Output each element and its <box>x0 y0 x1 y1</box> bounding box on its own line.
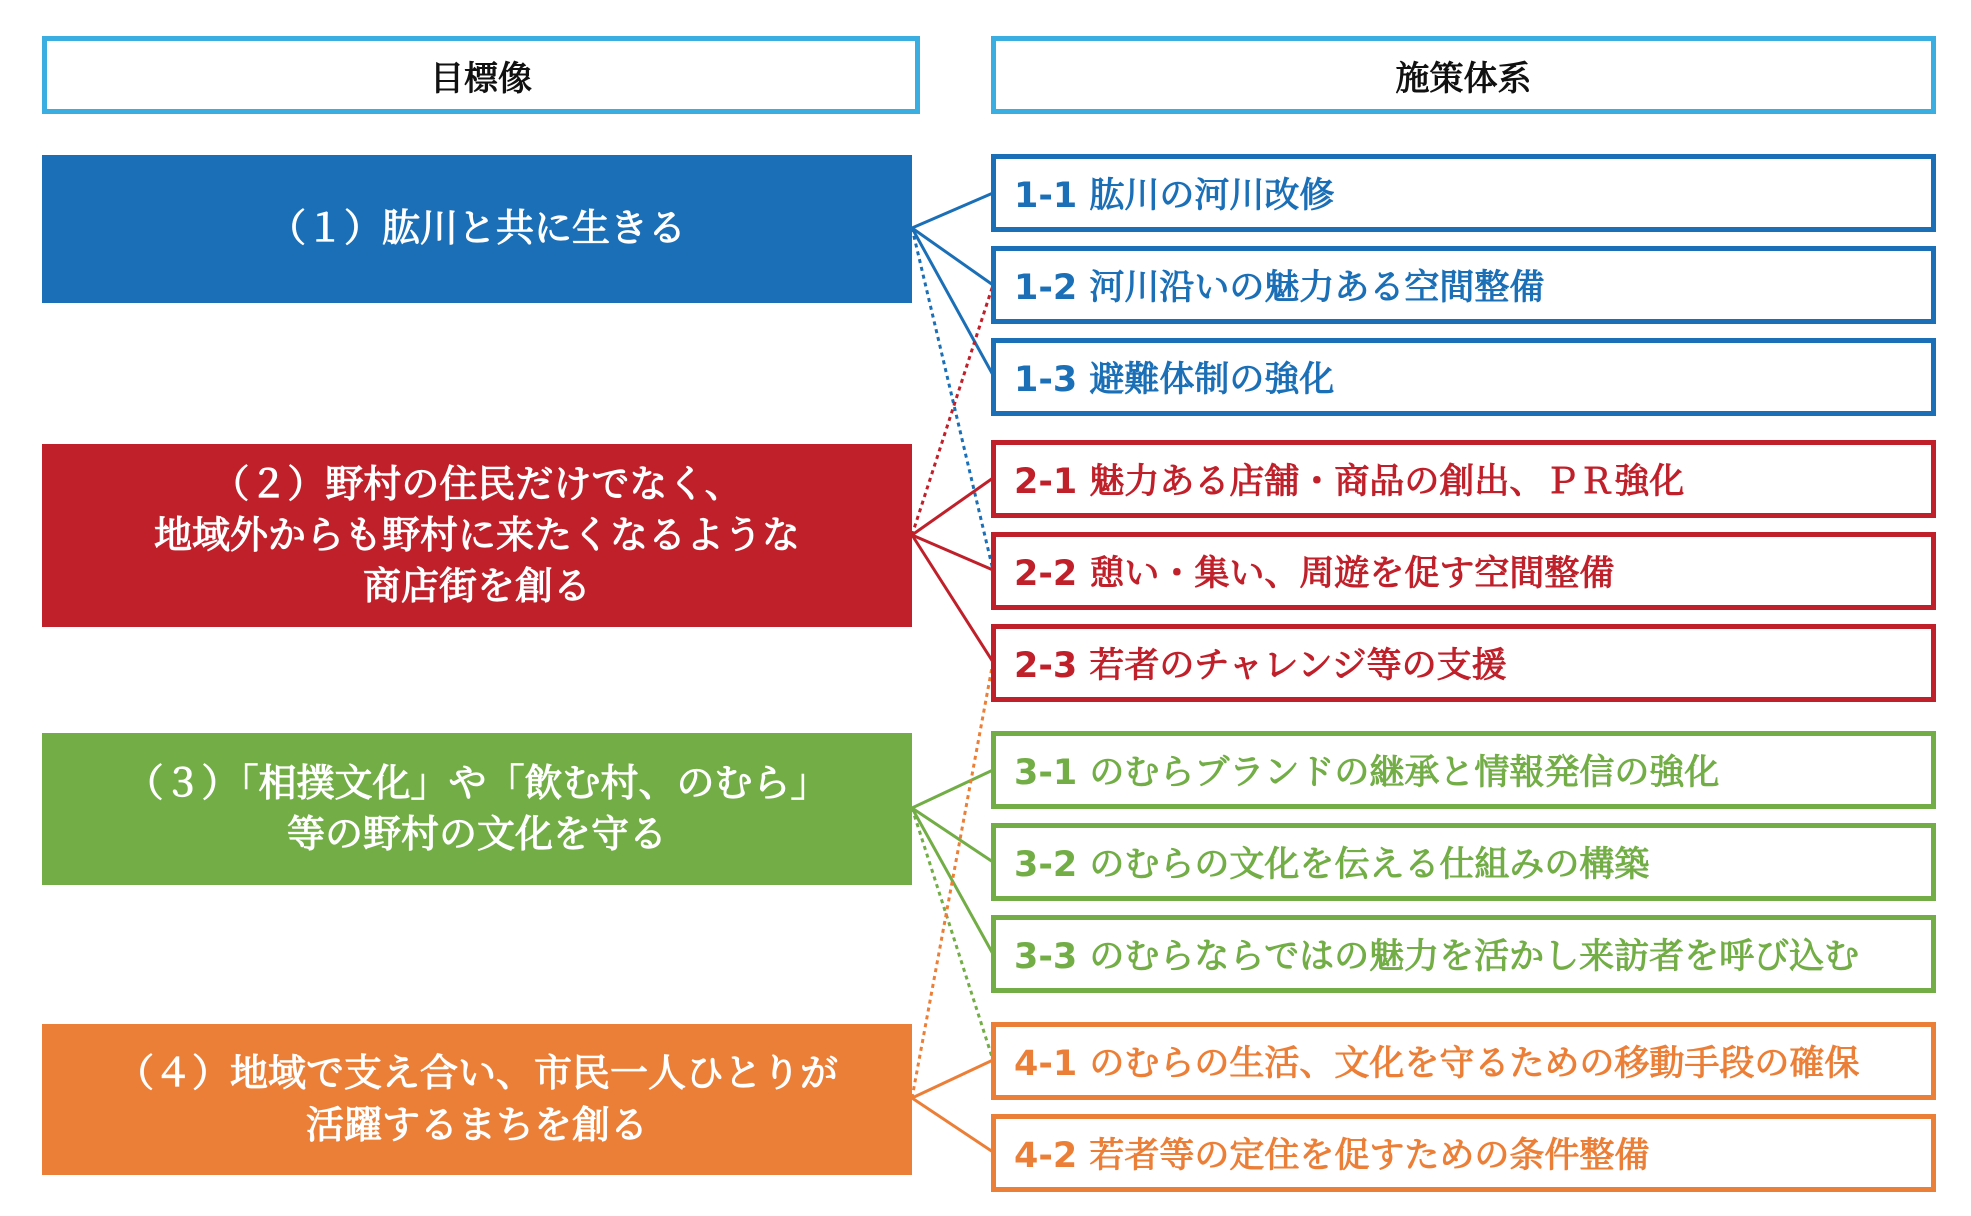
link-2-to-1-2 <box>912 285 993 535</box>
link-3-to-3-1 <box>912 770 993 808</box>
goals-header: 目標像 <box>42 36 920 114</box>
goal-2-box <box>42 444 912 627</box>
link-1-to-2-2 <box>912 228 993 570</box>
measure-2-2: 2-2 憩い・集い、周遊を促す空間整備 <box>991 532 1936 610</box>
goal-1-line-1: （１）肱川と共に生きる <box>267 206 686 251</box>
goal-2-line-2: 地域外からも野村に来たくなるような <box>153 512 800 557</box>
measure-2-3: 2-3 若者のチャレンジ等の支援 <box>991 624 1936 702</box>
goal-4-line-2: 活躍するまちを創る <box>305 1102 648 1147</box>
measure-4-1: 4-1 のむらの生活、文化を守るための移動手段の確保 <box>991 1022 1936 1100</box>
measure-3-1: 3-1 のむらブランドの継承と情報発信の強化 <box>991 731 1936 809</box>
measure-4-2: 4-2 若者等の定住を促すための条件整備 <box>991 1114 1936 1192</box>
link-4-to-4-2 <box>912 1098 993 1152</box>
goal-2-line-1: （２）野村の住民だけでなく、 <box>211 461 743 506</box>
goal-3-box <box>42 733 912 885</box>
measure-1-1: 1-1 肱川の河川改修 <box>991 154 1936 232</box>
link-3-to-3-2 <box>912 808 993 862</box>
measure-2-1: 2-1 魅力ある店舗・商品の創出、ＰＲ強化 <box>991 440 1936 518</box>
link-1-to-1-1 <box>912 193 993 228</box>
goal-3-line-1: （３）「相撲文化」や「飲む村、のむら」 <box>125 760 829 805</box>
link-4-to-4-1 <box>912 1060 993 1098</box>
goal-1-box <box>42 155 912 303</box>
goal-2-line-3: 商店街を創る <box>362 564 591 609</box>
goal-4-box <box>42 1024 912 1175</box>
measure-1-3: 1-3 避難体制の強化 <box>991 338 1936 416</box>
measure-1-2: 1-2 河川沿いの魅力ある空間整備 <box>991 246 1936 324</box>
measure-3-3: 3-3 のむらならではの魅力を活かし来訪者を呼び込む <box>991 915 1936 993</box>
measures-header: 施策体系 <box>991 36 1936 114</box>
link-2-to-2-1 <box>912 478 993 535</box>
measure-3-2: 3-2 のむらの文化を伝える仕組みの構築 <box>991 823 1936 901</box>
goal-3-line-2: 等の野村の文化を守る <box>286 812 667 856</box>
link-1-to-1-3 <box>912 228 993 375</box>
goal-4-line-1: （４）地域で支え合い、市民一人ひとりが <box>115 1051 838 1096</box>
